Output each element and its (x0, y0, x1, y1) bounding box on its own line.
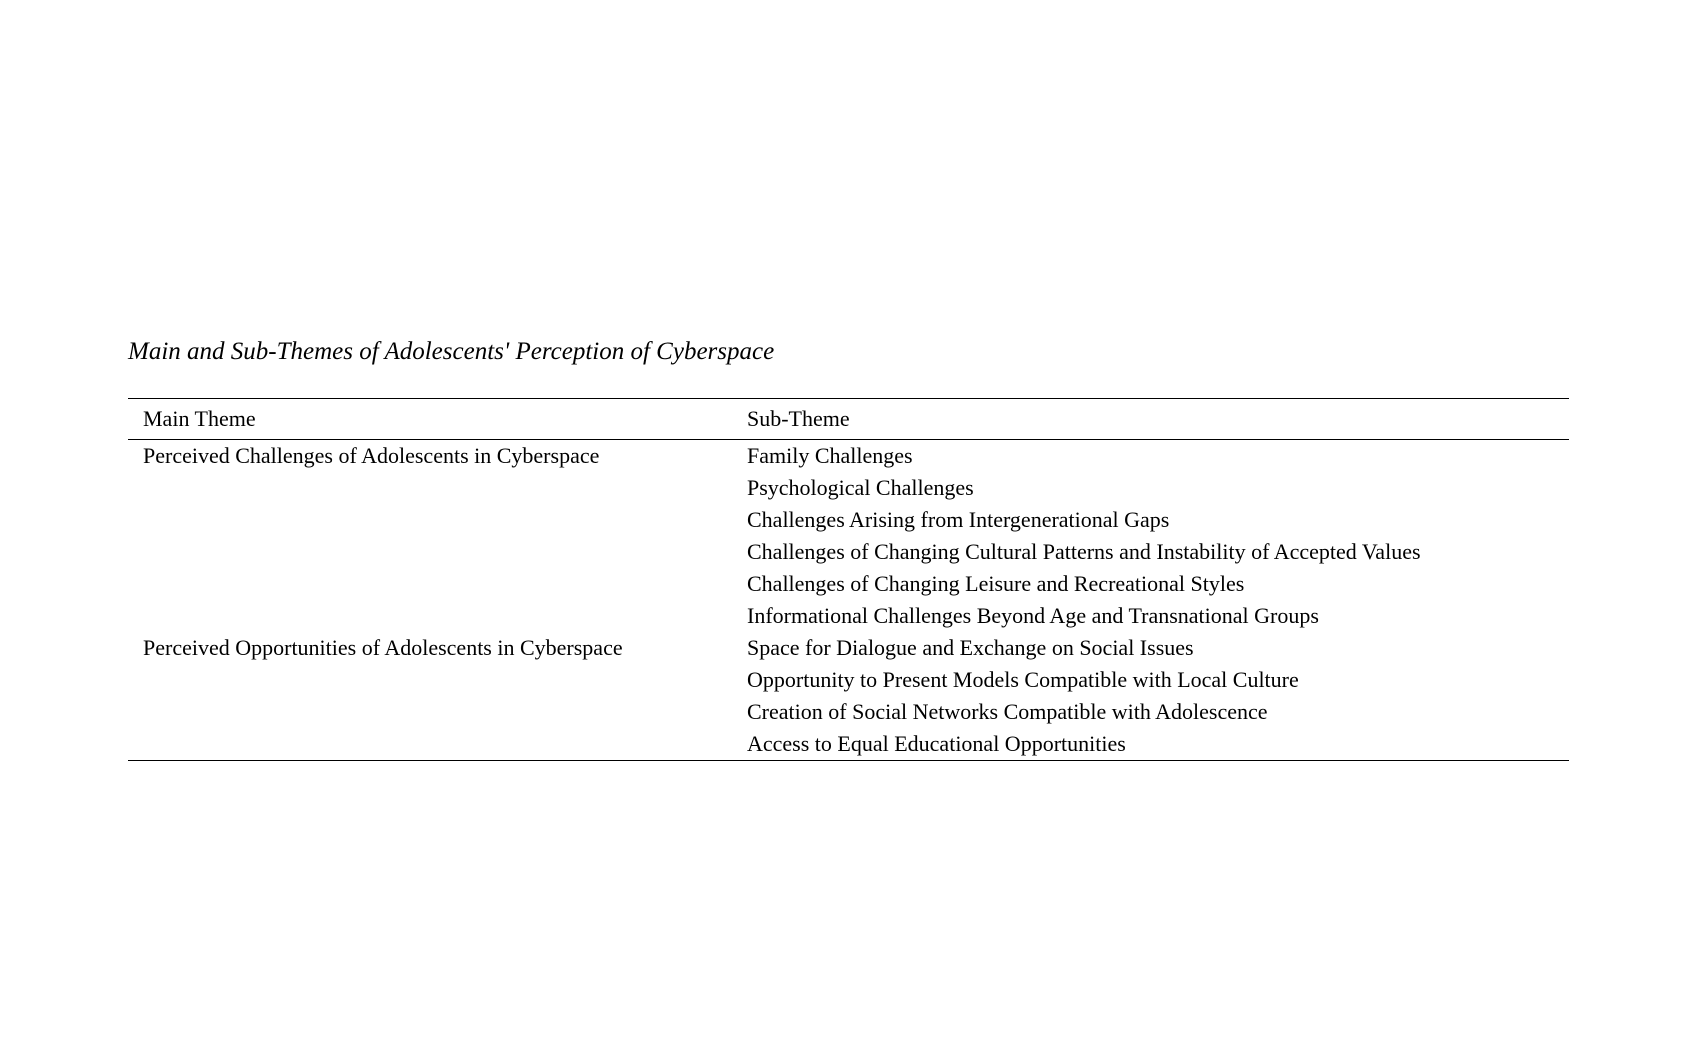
sub-theme-cell: Creation of Social Networks Compatible with Adolescence (747, 699, 1268, 724)
table-row (128, 440, 1569, 473)
empty-cell (128, 472, 732, 504)
table-caption: Main and Sub-Themes of Adolescents' Perception of Cyberspace (128, 338, 775, 365)
header-main-theme: Main Theme (128, 399, 732, 440)
sub-theme-cell: Challenges Arising from Intergenerational Gaps (747, 507, 1170, 532)
empty-cell (128, 728, 732, 761)
header-row (128, 399, 1569, 440)
main-theme-cell: Perceived Opportunities of Adolescents in Cyberspace (143, 635, 623, 660)
empty-cell (128, 600, 732, 632)
table-row (128, 568, 1569, 600)
sub-theme-cell: Opportunity to Present Models Compatible with Local Culture (747, 667, 1299, 692)
sub-theme-cell: Space for Dialogue and Exchange on Social Issues (747, 635, 1194, 660)
sub-theme-cell: Challenges of Changing Leisure and Recreational Styles (747, 571, 1245, 596)
sub-theme-cell: Informational Challenges Beyond Age and Transnational Groups (747, 603, 1319, 628)
table-row (128, 504, 1569, 536)
empty-cell (128, 696, 732, 728)
sub-theme-cell: Family Challenges (747, 443, 913, 468)
themes-table-block (128, 332, 1569, 761)
table-body (128, 440, 1569, 761)
empty-cell (128, 504, 732, 536)
table-row (128, 536, 1569, 568)
sub-theme-cell: Access to Equal Educational Opportunities (747, 731, 1126, 756)
empty-cell (128, 664, 732, 696)
table-row (128, 632, 1569, 664)
sub-theme-cell: Psychological Challenges (747, 475, 974, 500)
table-header (128, 399, 1569, 440)
empty-cell (128, 536, 732, 568)
empty-cell (128, 568, 732, 600)
table-row (128, 696, 1569, 728)
table-row (128, 664, 1569, 696)
table-row (128, 472, 1569, 504)
table-row (128, 600, 1569, 632)
table-row (128, 728, 1569, 761)
themes-table (128, 398, 1569, 761)
sub-theme-cell: Challenges of Changing Cultural Patterns and Instability of Accepted Values (747, 539, 1421, 564)
header-sub-theme: Sub-Theme (732, 399, 1569, 440)
main-theme-cell: Perceived Challenges of Adolescents in Cyberspace (143, 443, 600, 468)
